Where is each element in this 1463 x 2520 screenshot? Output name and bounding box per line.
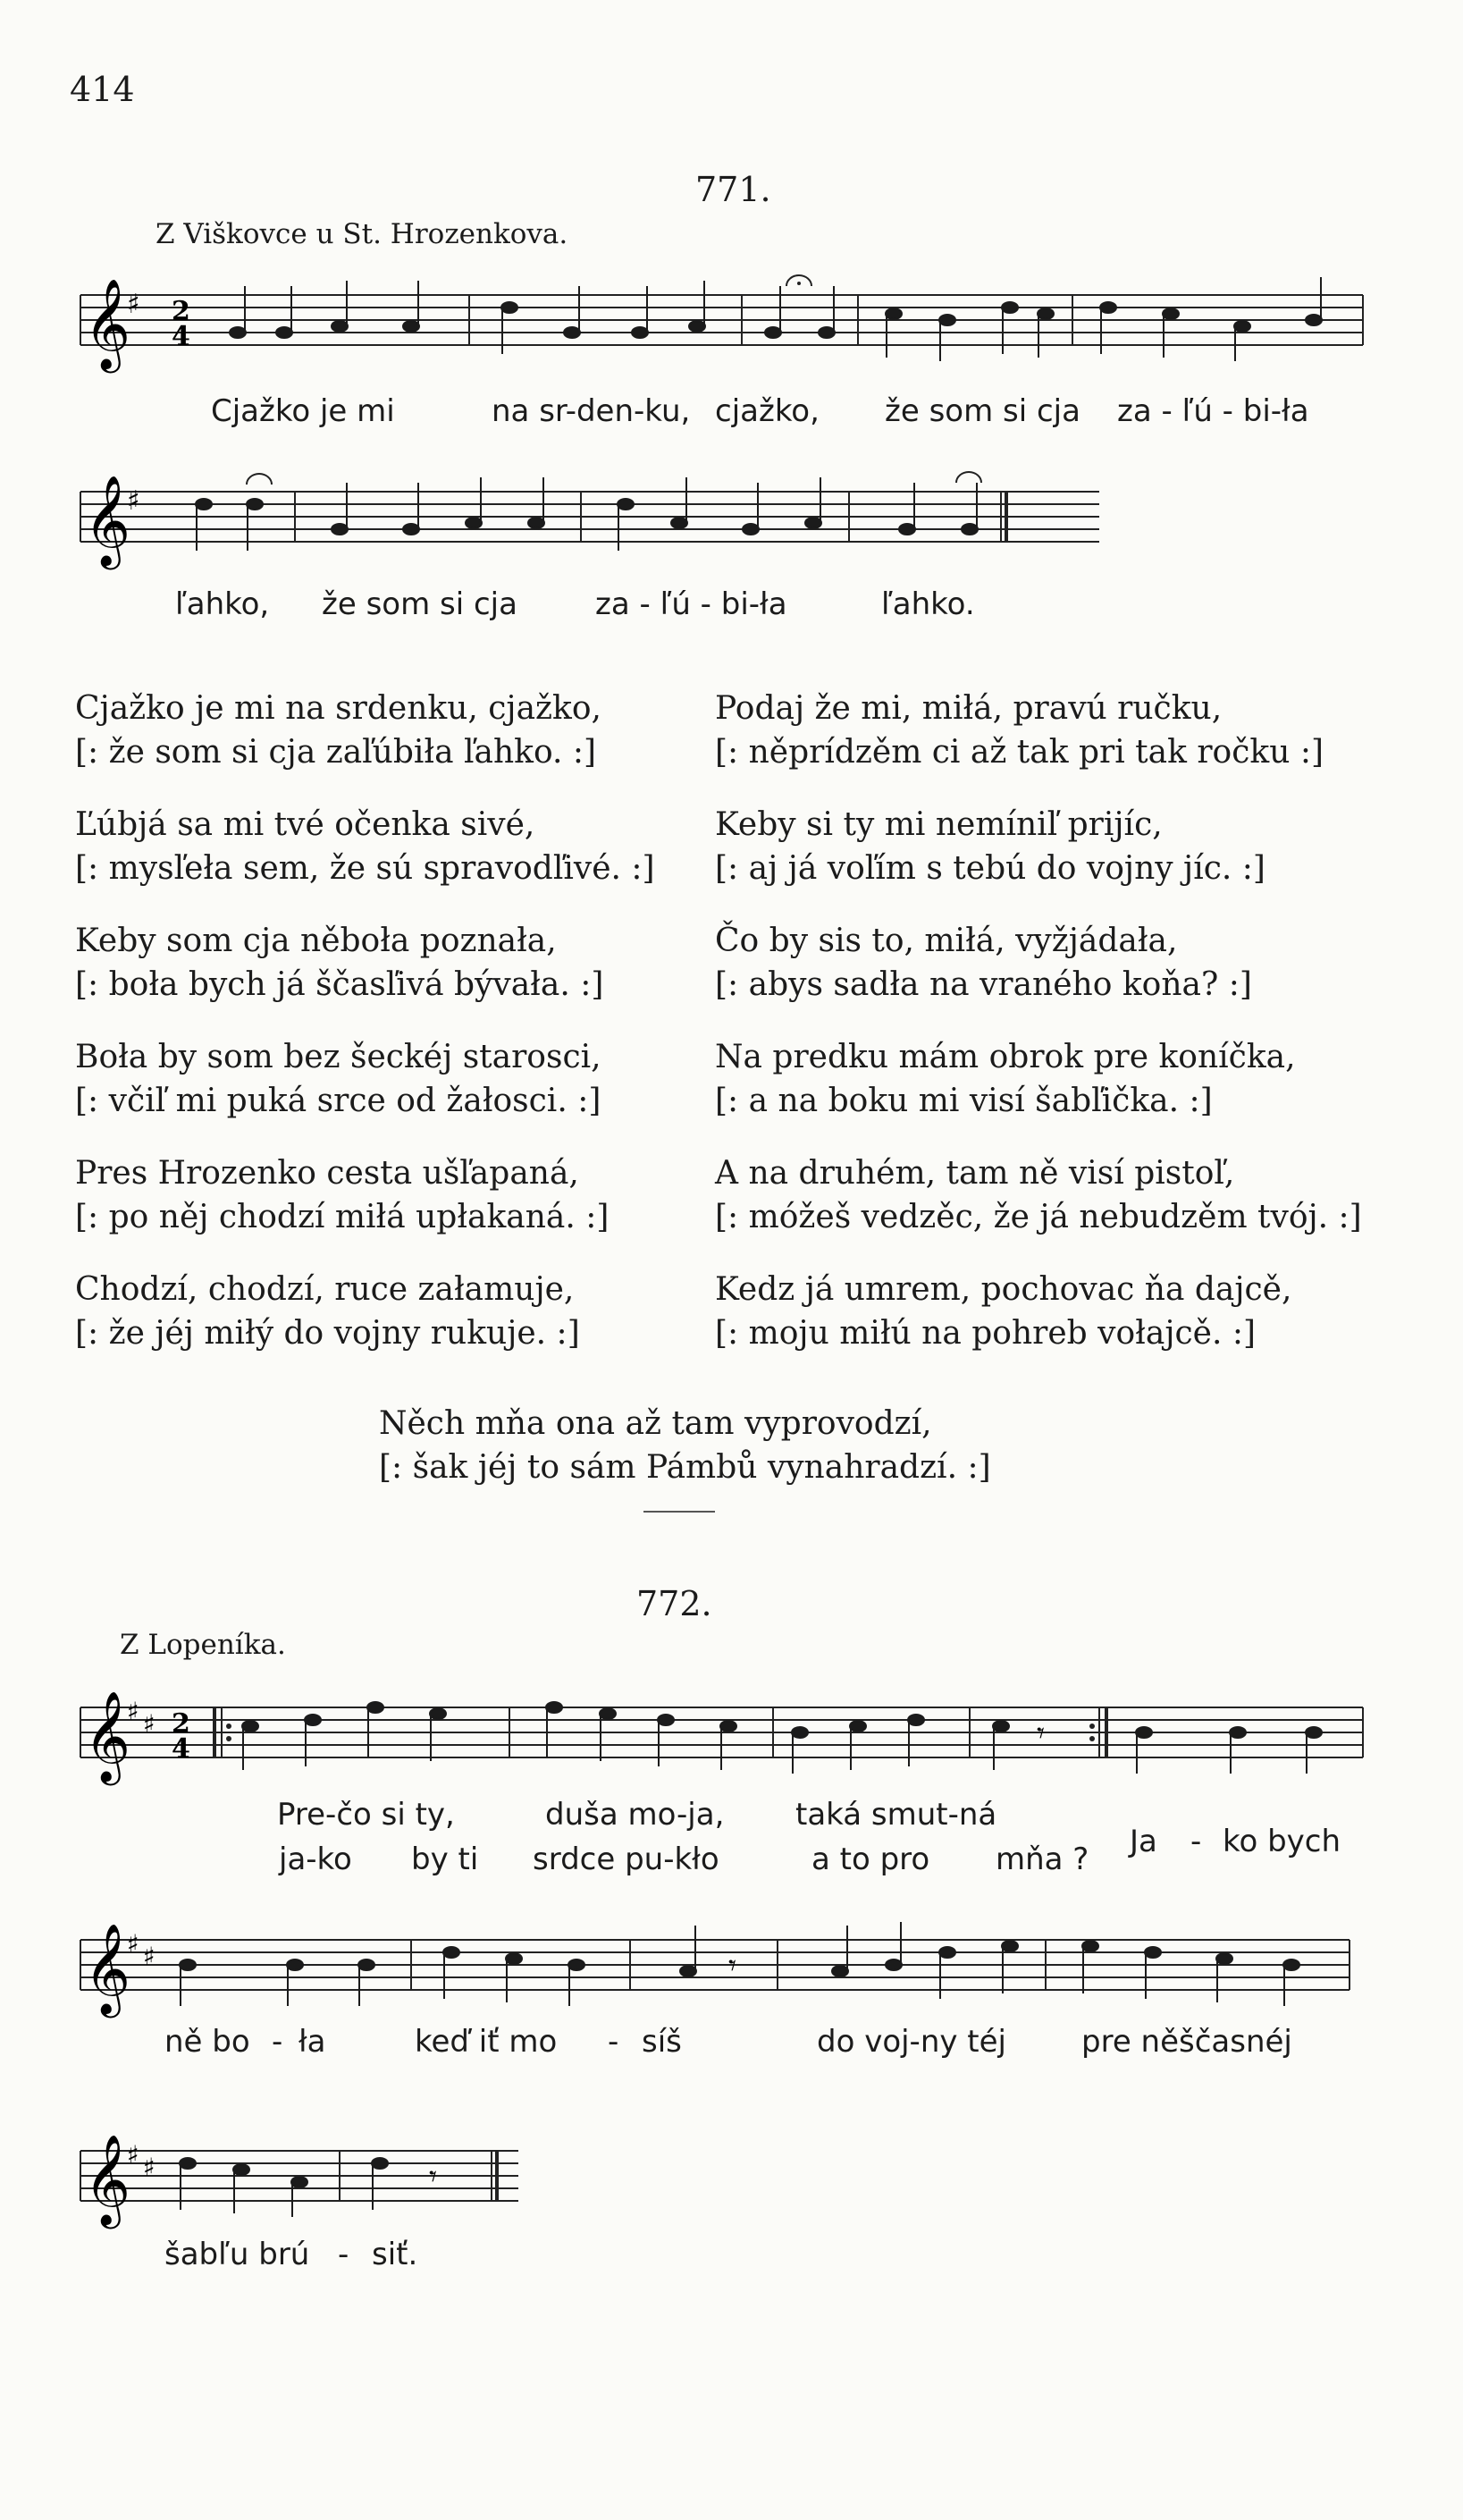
song-origin: Z Lopeníka. (120, 1629, 286, 1661)
verse-line: [: že som si cja zaľúbiła ľahko. :] (75, 734, 597, 771)
lyrics-word: mňa ? (996, 1842, 1089, 1877)
music-staff-771-line1 (71, 268, 1376, 411)
verse-line: [: a na boku mi visí šabľička. :] (715, 1083, 1213, 1119)
verse-line: A na druhém, tam ně visí pistoľ, (715, 1155, 1235, 1192)
sharp-icon: ♯ (127, 289, 140, 320)
sharp-icon: ♯ (127, 2140, 139, 2170)
verse-right-4 (715, 1035, 1296, 1123)
verse-line: Boła by som bez šeckéj starosci, (75, 1039, 601, 1075)
time-signature-top: 2 (172, 1708, 190, 1740)
verse-line: Keby som cja něboła poznała, (75, 923, 557, 959)
verse-line: Pres Hrozenko cesta ušľapaná, (75, 1155, 579, 1192)
time-signature-bottom: 4 (172, 321, 190, 352)
lyrics-word: siť. (372, 2237, 418, 2272)
verse-left-2 (75, 803, 655, 890)
treble-clef-icon: 𝄞 (84, 1690, 131, 1782)
sharp-icon: ♯ (143, 2153, 156, 2182)
verse-right-2 (715, 803, 1265, 890)
sharp-icon: ♯ (143, 1709, 156, 1739)
verse-line: [: něprídzěm ci až tak pri tak ročku :] (715, 734, 1324, 771)
verse-line: Cjažko je mi na srdenku, cjažko, (75, 690, 601, 727)
verse-left-1 (75, 687, 601, 774)
lyrics-word: ľahko. (881, 586, 975, 622)
treble-clef-icon: 𝄞 (84, 2133, 131, 2225)
verse-line: [: že jéj miłý do vojny rukuje. :] (75, 1315, 580, 1352)
verse-line: Něch mňa ona až tam vyprovodzí, (379, 1405, 932, 1442)
lyrics-word: Ja (1130, 1824, 1157, 1859)
verse-line: Ľúbjá sa mi tvé očenka sivé, (75, 806, 535, 843)
sharp-icon: ♯ (127, 1697, 139, 1726)
lyrics-word: do voj-ny téj (817, 2024, 1007, 2060)
verse-line: Podaj že mi, miłá, pravú ručku, (715, 690, 1223, 727)
lyrics-word: ła (298, 2024, 326, 2060)
verse-line: Čo by sis to, miłá, vyžjádała, (715, 923, 1178, 959)
verse-right-3 (715, 919, 1252, 1007)
lyrics-word: - (272, 2024, 283, 2060)
verse-line: Chodzí, chodzí, ruce załamuje, (75, 1271, 575, 1308)
lyrics-word: - (608, 2024, 619, 2060)
verse-line: [: mysľeła sem, že sú spravodľivé. :] (75, 850, 655, 887)
treble-clef-icon: 𝄞 (84, 1922, 131, 2014)
lyrics-word: za - ľú - bi-ła (595, 586, 787, 622)
lyrics-word: šabľu brú (164, 2237, 310, 2272)
time-signature-bottom: 4 (172, 1733, 190, 1765)
verse-left-5 (75, 1151, 609, 1239)
lyrics-word: za - ľú - bi-ła (1117, 393, 1309, 429)
lyrics-word: Cjažko je mi (211, 393, 395, 429)
sharp-icon: ♯ (143, 1942, 156, 1971)
verse-line: Kedz já umrem, pochovac ňa dajcě, (715, 1271, 1292, 1308)
verse-line: [: aj já voľím s tebú do vojny jíc. :] (715, 850, 1265, 887)
lyrics-word: - (1190, 1824, 1202, 1859)
lyrics-word: ko bych (1223, 1824, 1341, 1859)
lyrics-word: ľahko, (175, 586, 270, 622)
song-number: 771. (695, 170, 771, 209)
lyrics-word: Pre-čo si ty, (277, 1797, 455, 1833)
verse-line: [: po něj chodzí miłá upłakaná. :] (75, 1199, 610, 1235)
verse-final (379, 1402, 991, 1489)
lyrics-word: - (338, 2237, 349, 2272)
lyrics-word: taká smut-ná (795, 1797, 997, 1833)
treble-clef-icon: 𝄞 (84, 474, 131, 566)
verse-line: Keby si ty mi nemíniľ prijíc, (715, 806, 1163, 843)
lyrics-word: na sr-den-ku, (492, 393, 691, 429)
rest-icon: 𝄾 (1037, 1715, 1046, 1751)
verse-line: Na predku mám obrok pre koníčka, (715, 1039, 1296, 1075)
song-origin: Z Viškovce u St. Hrozenkova. (156, 218, 568, 250)
verse-right-6 (715, 1268, 1291, 1355)
lyrics-word: keď iť mo (415, 2024, 558, 2060)
lyrics-word: že som si cja (885, 393, 1080, 429)
fermata-icon (247, 474, 272, 485)
lyrics-word: cjažko, (715, 393, 820, 429)
lyrics-word: srdce pu-kło (533, 1842, 719, 1877)
lyrics-word: duša mo-ja, (545, 1797, 725, 1833)
verse-line: [: včiľ mi puká srce od žałosci. :] (75, 1083, 601, 1119)
verse-line: [: móžeš vedzěc, že já nebudzěm tvój. :] (715, 1199, 1362, 1235)
fermata-icon (956, 472, 981, 483)
page-number: 414 (70, 70, 135, 109)
lyrics-word: že som si cja (322, 586, 517, 622)
verse-left-6 (75, 1268, 580, 1355)
verse-line: [: abys sadła na vraného koňa? :] (715, 966, 1252, 1003)
time-signature-top: 2 (172, 296, 190, 327)
lyrics-word: síš (642, 2024, 682, 2060)
rest-icon: 𝄾 (728, 1948, 737, 1984)
verse-right-5 (715, 1151, 1362, 1239)
verse-line: [: boła bych já ščasľivá bývała. :] (75, 966, 604, 1003)
verse-line: [: moju miłú na pohreb vołajcě. :] (715, 1315, 1257, 1352)
lyrics-word: pre něščasnéj (1081, 2024, 1292, 2060)
lyrics-word: ně bo (164, 2024, 250, 2060)
sharp-icon: ♯ (127, 485, 140, 517)
song-number: 772. (636, 1584, 712, 1623)
lyrics-word: ja-ko (279, 1842, 352, 1877)
verse-left-4 (75, 1035, 601, 1123)
lyrics-word: by ti (411, 1842, 479, 1877)
treble-clef-icon: 𝄞 (84, 277, 131, 369)
lyrics-word: a to pro (811, 1842, 930, 1877)
verse-left-3 (75, 919, 603, 1007)
sharp-icon: ♯ (127, 1929, 139, 1959)
rest-icon: 𝄾 (429, 2159, 438, 2195)
end-rule (643, 1511, 715, 1513)
verse-right-1 (715, 687, 1324, 774)
verse-line: [: šak jéj to sám Pámbů vynahradzí. :] (379, 1449, 991, 1486)
